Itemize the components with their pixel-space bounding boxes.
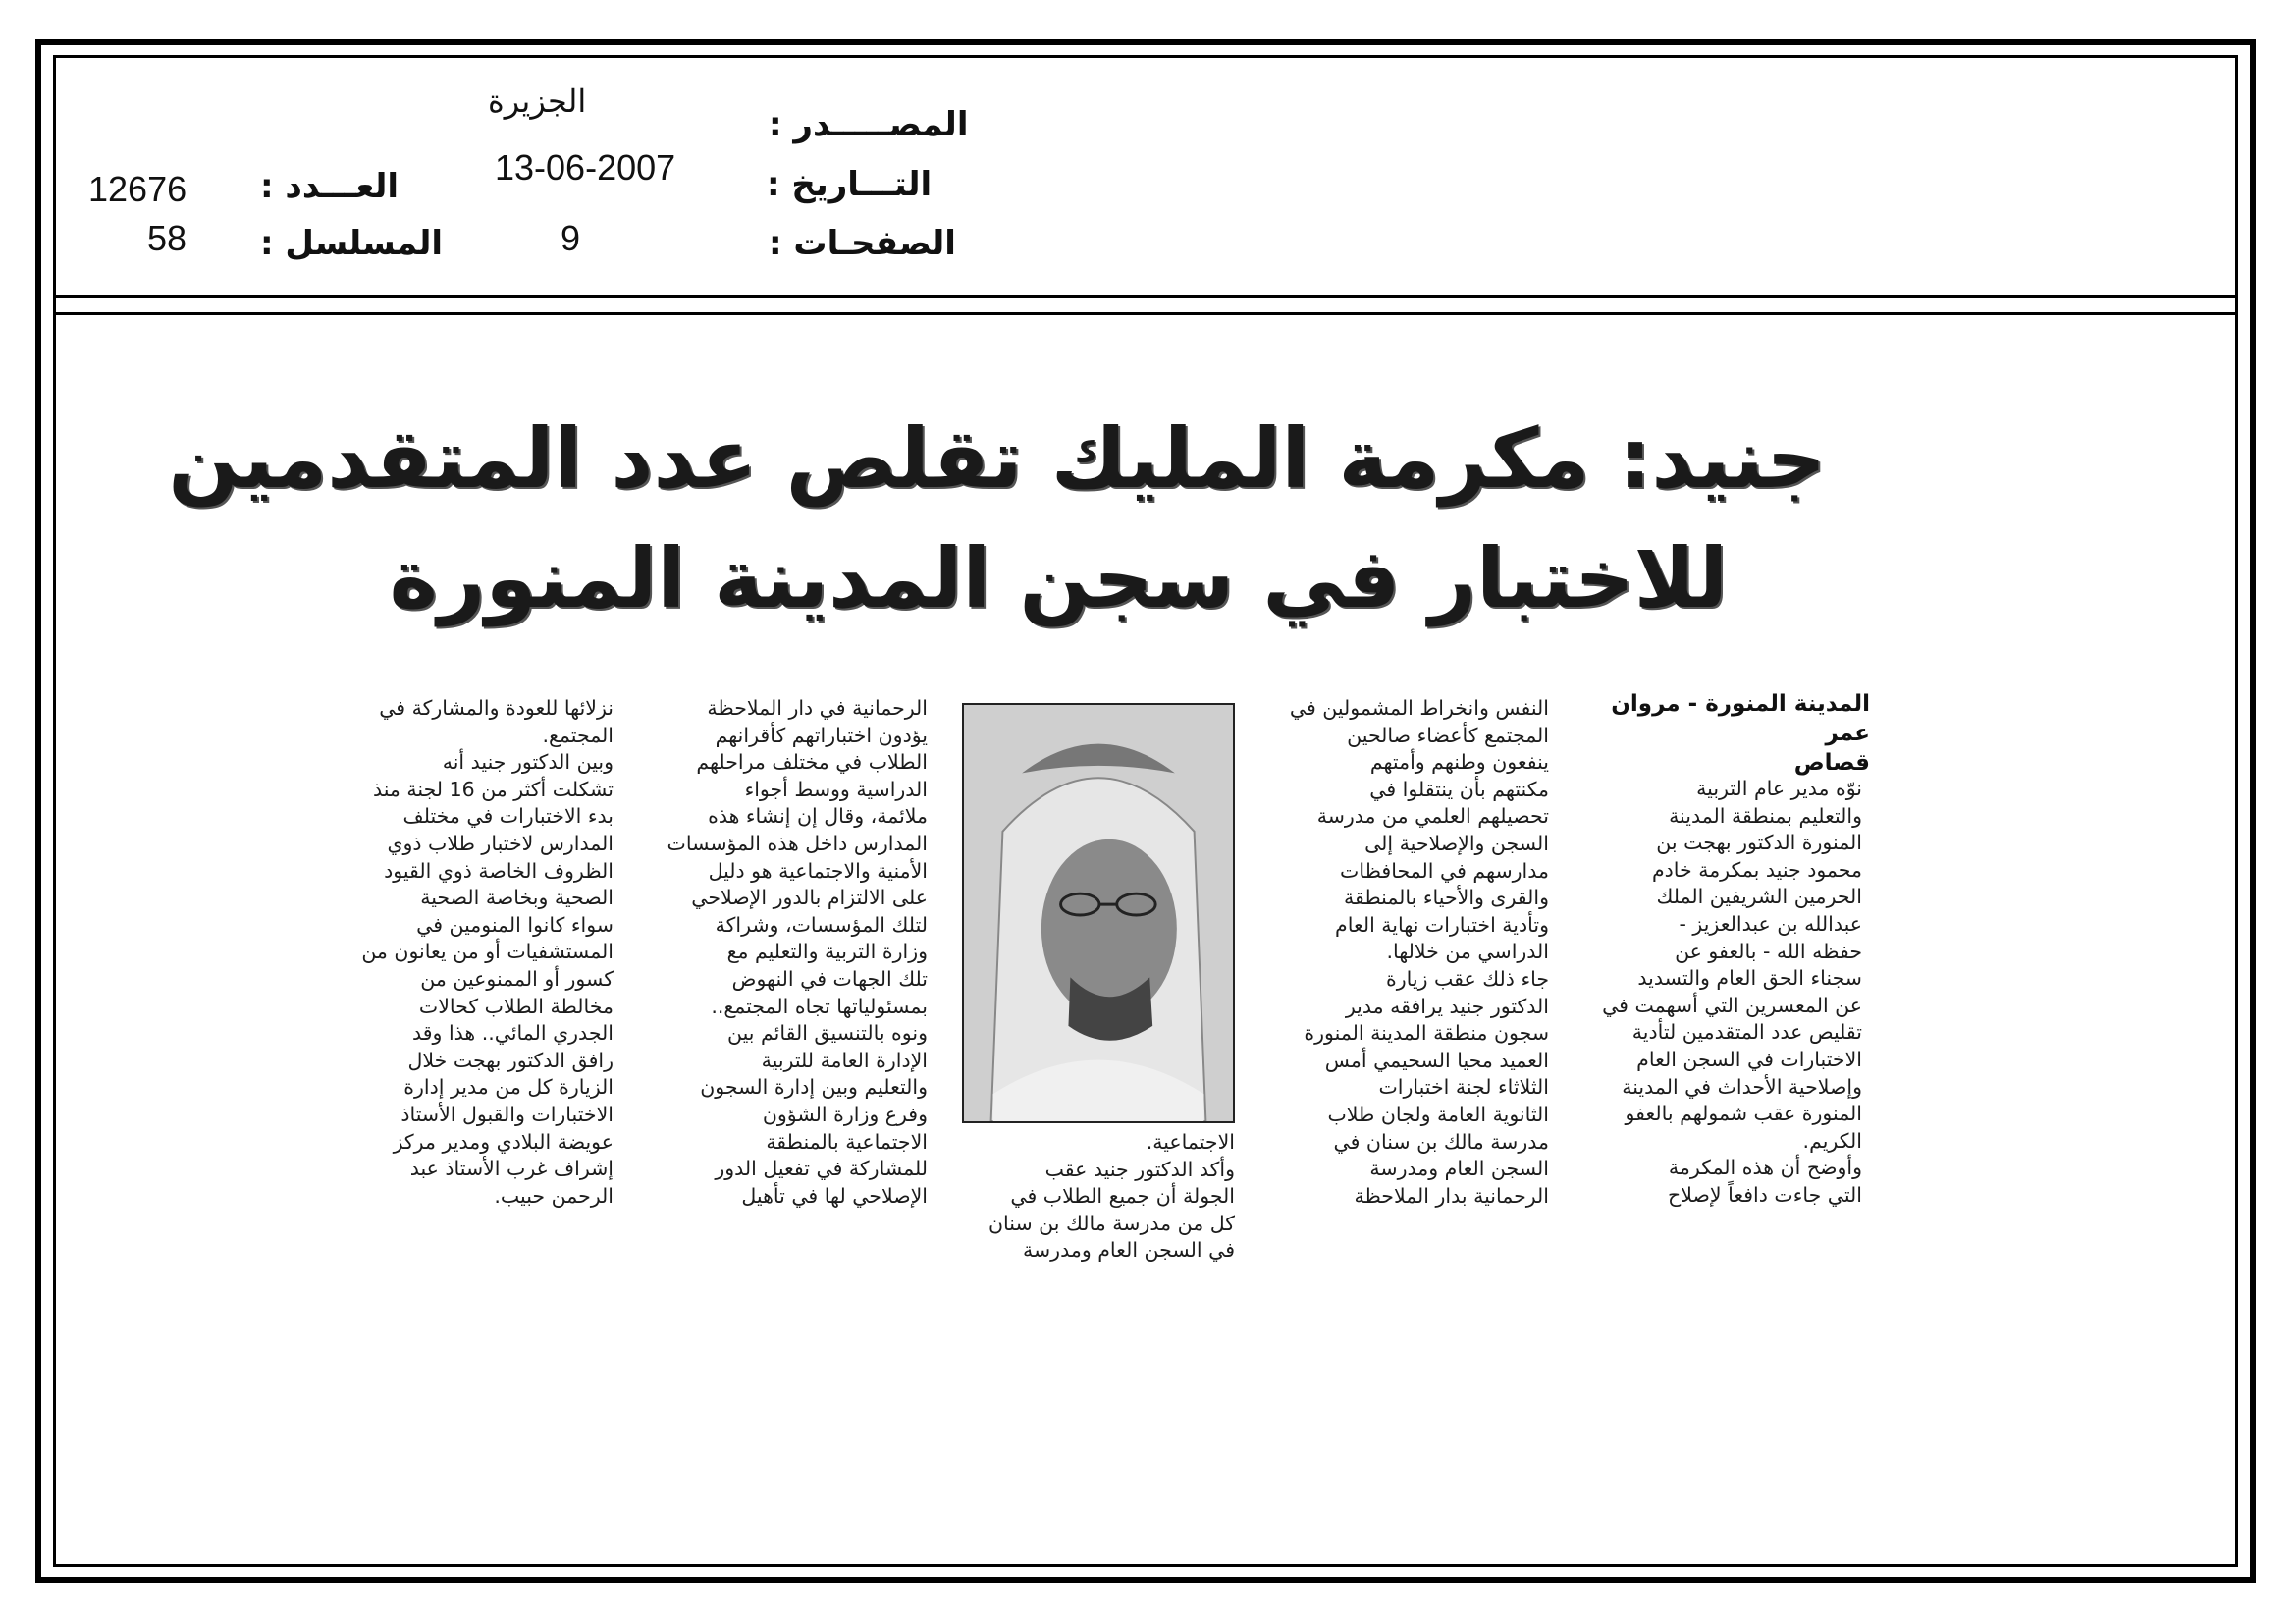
byline: المدينة المنورة - مروان عمر قصاص (1611, 691, 1870, 776)
serial-value: 58 (147, 218, 187, 258)
date-value: 13-06-2007 (495, 147, 676, 188)
source-label: المصـــــدر : (769, 105, 969, 144)
header-rule-bottom (53, 312, 2238, 315)
article-column-2: النفس وانخراط المشمولين في المجتمع كأعضاء صالحين ينفعون وطنهم وأمتهم مكنتهم بأن ينتقلوا في تحصيلهم العلمي من مدرسة السجن والإصلاحية إلى مدارسهم في المحافظات والقرى والأحياء بالمنطقة وتأدية اختبارات نهاية العام الدراسي من خلالها. جاء ذلك عقب زيارة الدكتور جنيد يرافقه مدير سجون منطقة المدينة المنورة العميد محيا السحيمي أمس الثلاثاء لجنة اختبارات الثانوية العامة ولجان طلاب مدرسة مالك بن سنان في السجن العام ومدرسة الرحمانية بدار الملاحظة (1289, 696, 1549, 1208)
article-column-3: الاجتماعية. وأكد الدكتور جنيد عقب الجولة أن جميع الطلاب في كل من مدرسة مالك بن سنان في السجن العام ومدرسة (988, 1130, 1235, 1263)
serial-label: المسلسل : (260, 224, 444, 263)
header-rule-top (53, 295, 2238, 298)
pages-label: الصفحـات : (769, 224, 956, 263)
date-label: التـــاريخ : (767, 165, 933, 204)
headline-line-1: جنيد: مكرمة المليك تقلص عدد المتقدمين (168, 410, 1826, 507)
issue-label: العـــدد : (260, 167, 399, 206)
article-column-5: نزلائها للعودة والمشاركة في المجتمع. وبين الدكتور جنيد أنه تشكلت أكثر من 16 لجنة منذ بدء الاختبارات في مختلف المدارس لاختبار طلاب ذوي الظروف الخاصة ذوي القيود الصحية وبخاصة الصحية سواء كانوا المنومين في المستشفيات أو من يعانون من كسور أو الممنوعين من مخالطة الطلاب كحالات الجدري المائي.. هذا وقد رافق الدكتور بهجت خلال الزيارة كل من مدير إدارة الاختبارات والقبول الأستاذ عويضة البلادي ومدير مركز إشراف غرب الأستاذ عبد الرحمن حبيب. (361, 696, 614, 1208)
author-photo (962, 703, 1235, 1123)
issue-value: 12676 (88, 169, 187, 209)
article-column-1: نوّه مدير عام التربية والتعليم بمنطقة المدينة المنورة الدكتور بهجت بن محمود جنيد بمكرمة خادم الحرمين الشريفين الملك عبدالله بن عبدالعزيز - حفظه الله - بالعفو عن سجناء الحق العام والتسديد عن المعسرين التي أسهمت في تقليص عدد المتقدمين لتأدية الاختبارات في السجن العام وإصلاحية الأحداث في المدينة المنورة عقب شمولهم بالعفو الكريم. وأوضح أن هذه المكرمة التي جاءت دافعاً لإصلاح (1602, 777, 1862, 1207)
portrait-image (964, 705, 1233, 1121)
pages-value: 9 (561, 218, 581, 258)
headline-line-2: للاختبار في سجن المدينة المنورة (389, 530, 1728, 626)
article-column-4: الرحمانية في دار الملاحظة يؤدون اختباراتهم كأقرانهم الطلاب في مختلف مراحلهم الدراسية ووسط أجواء ملائمة، وقال إن إنشاء هذه المدارس داخل هذه المؤسسات الأمنية والاجتماعية هو دليل على الالتزام بالدور الإصلاحي لتلك المؤسسات، وشراكة وزارة التربية والتعليم مع تلك الجهات في النهوض بمسئولياتها تجاه المجتمع.. ونوه بالتنسيق القائم بين الإدارة العامة للتربية والتعليم وبين إدارة السجون وفرع وزارة الشؤون الاجتماعية بالمنطقة للمشاركة في تفعيل الدور الإصلاحي لها في تأهيل (667, 696, 928, 1208)
source-value: الجزيرة (488, 83, 587, 119)
